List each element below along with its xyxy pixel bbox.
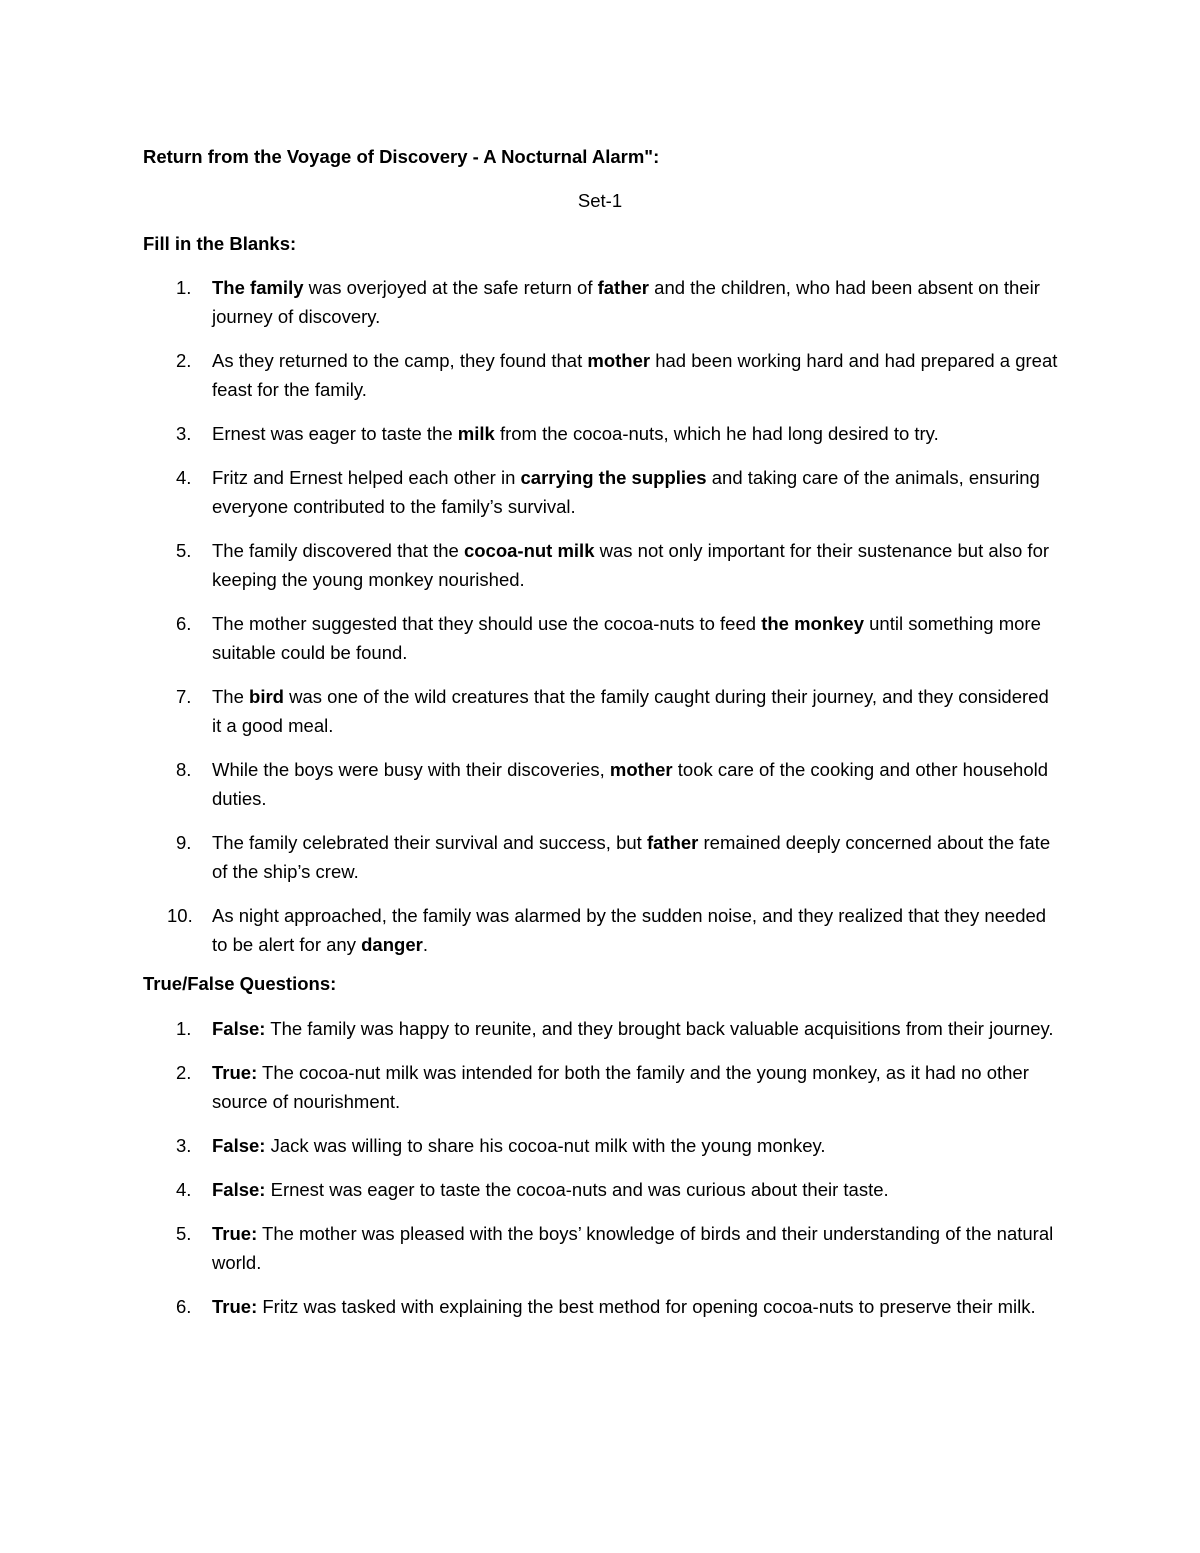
question-text [212, 759, 1048, 809]
answer-text: milk [457, 423, 495, 444]
answer-text: carrying the supplies [520, 467, 707, 488]
answer-text: the monkey [761, 613, 864, 634]
answer-text: cocoa-nut milk [463, 540, 595, 561]
question-text [212, 277, 1040, 327]
question-fragment: The cocoa-nut milk was intended for both the family and the young monkey, as it had no other source of nourishment. [212, 1062, 1029, 1112]
answer-text: False: [212, 1135, 266, 1156]
question-item [143, 1292, 1063, 1321]
question-text [212, 613, 1041, 663]
question-number: 7. [176, 686, 192, 707]
question-fragment: remained deeply concerned about the fate of the ship’s crew. [212, 832, 1051, 882]
answer-text: The family [212, 277, 304, 298]
true-false-heading: True/False Questions: [143, 973, 337, 994]
answer-text: True: [212, 1223, 258, 1244]
question-item [143, 682, 1063, 740]
question-fragment: As night approached, the family was alarmed by the sudden noise, and they realized that they needed to be alert for any [212, 905, 1047, 955]
question-fragment: The family discovered that the [212, 540, 464, 561]
question-item [143, 1058, 1063, 1116]
question-item [143, 536, 1063, 594]
answer-text: father [646, 832, 699, 853]
question-fragment: took care of the cooking and other household duties. [212, 759, 1049, 809]
question-fragment: While the boys were busy with their discoveries, [212, 759, 610, 780]
fill-in-blanks-heading: Fill in the Blanks: [143, 233, 297, 254]
question-fragment: Fritz and Ernest helped each other in [212, 467, 521, 488]
answer-text: True: [212, 1296, 258, 1317]
question-number: 2. [176, 350, 192, 371]
question-number: 2. [176, 1062, 192, 1083]
question-fragment: and taking care of the animals, ensuring everyone contributed to the family’s survival. [212, 467, 1040, 517]
fill-in-blanks-list [143, 273, 1063, 974]
answer-text: bird [249, 686, 284, 707]
question-item [143, 1219, 1063, 1277]
question-fragment: had been working hard and had prepared a great feast for the family. [212, 350, 1058, 400]
question-number: 6. [176, 1296, 192, 1317]
answer-text: father [597, 277, 650, 298]
question-item [143, 901, 1063, 959]
answer-text: danger [361, 934, 423, 955]
question-item [143, 1014, 1063, 1043]
question-text [212, 1179, 889, 1200]
answer-text: True: [212, 1062, 258, 1083]
document-title: Return from the Voyage of Discovery - A Nocturnal Alarm": [143, 146, 660, 167]
question-fragment: The family was happy to reunite, and they brought back valuable acquisitions from their journey. [265, 1018, 1054, 1039]
question-fragment: As they returned to the camp, they found that [212, 350, 588, 371]
question-fragment: The family celebrated their survival and success, but [212, 832, 647, 853]
question-text [212, 832, 1050, 882]
question-text [212, 1296, 1036, 1317]
question-text [212, 1062, 1029, 1112]
answer-text: False: [212, 1018, 266, 1039]
question-number: 9. [176, 832, 192, 853]
question-number: 3. [176, 1135, 192, 1156]
question-fragment: was overjoyed at the safe return of [303, 277, 598, 298]
question-fragment: and the children, who had been absent on their journey of discovery. [212, 277, 1040, 327]
question-text [212, 1135, 826, 1156]
question-text [212, 905, 1046, 955]
question-item [143, 463, 1063, 521]
question-text [212, 350, 1057, 400]
question-text [212, 540, 1049, 590]
question-item [143, 346, 1063, 404]
answer-text: False: [212, 1179, 266, 1200]
question-number: 4. [176, 467, 192, 488]
question-fragment: Ernest was eager to taste the [212, 423, 458, 444]
question-item [143, 273, 1063, 331]
question-fragment: Ernest was eager to taste the cocoa-nuts and was curious about their taste. [265, 1179, 889, 1200]
question-fragment: from the cocoa-nuts, which he had long desired to try. [494, 423, 939, 444]
question-item [143, 828, 1063, 886]
question-text [212, 1223, 1053, 1273]
question-number: 10. [167, 905, 193, 926]
question-number: 8. [176, 759, 192, 780]
answer-text: mother [609, 759, 673, 780]
question-fragment: . [422, 934, 428, 955]
question-number: 5. [176, 1223, 192, 1244]
true-false-list [143, 1014, 1063, 1336]
question-fragment: was not only important for their sustenance but also for keeping the young monkey nourished. [212, 540, 1050, 590]
question-fragment: until something more suitable could be found. [212, 613, 1041, 663]
question-item [143, 1131, 1063, 1160]
question-text [212, 423, 939, 444]
question-item [143, 419, 1063, 448]
question-item [143, 609, 1063, 667]
question-number: 1. [176, 1018, 192, 1039]
question-item [143, 1175, 1063, 1204]
question-text [212, 686, 1049, 736]
question-fragment: was one of the wild creatures that the family caught during their journey, and they considered it a good meal. [212, 686, 1049, 736]
question-text [212, 1018, 1054, 1039]
question-fragment: Fritz was tasked with explaining the best method for opening cocoa-nuts to preserve their milk. [257, 1296, 1036, 1317]
set-label: Set-1 [577, 190, 623, 211]
question-number: 3. [176, 423, 192, 444]
question-text [212, 467, 1040, 517]
question-number: 1. [176, 277, 192, 298]
question-number: 5. [176, 540, 192, 561]
question-number: 4. [176, 1179, 192, 1200]
question-item [143, 755, 1063, 813]
question-number: 6. [176, 613, 192, 634]
question-fragment: The mother was pleased with the boys’ knowledge of birds and their understanding of the natural world. [212, 1223, 1054, 1273]
question-fragment: Jack was willing to share his cocoa-nut milk with the young monkey. [265, 1135, 826, 1156]
question-fragment: The [212, 686, 250, 707]
answer-text: mother [587, 350, 651, 371]
question-fragment: The mother suggested that they should use the cocoa-nuts to feed [212, 613, 762, 634]
